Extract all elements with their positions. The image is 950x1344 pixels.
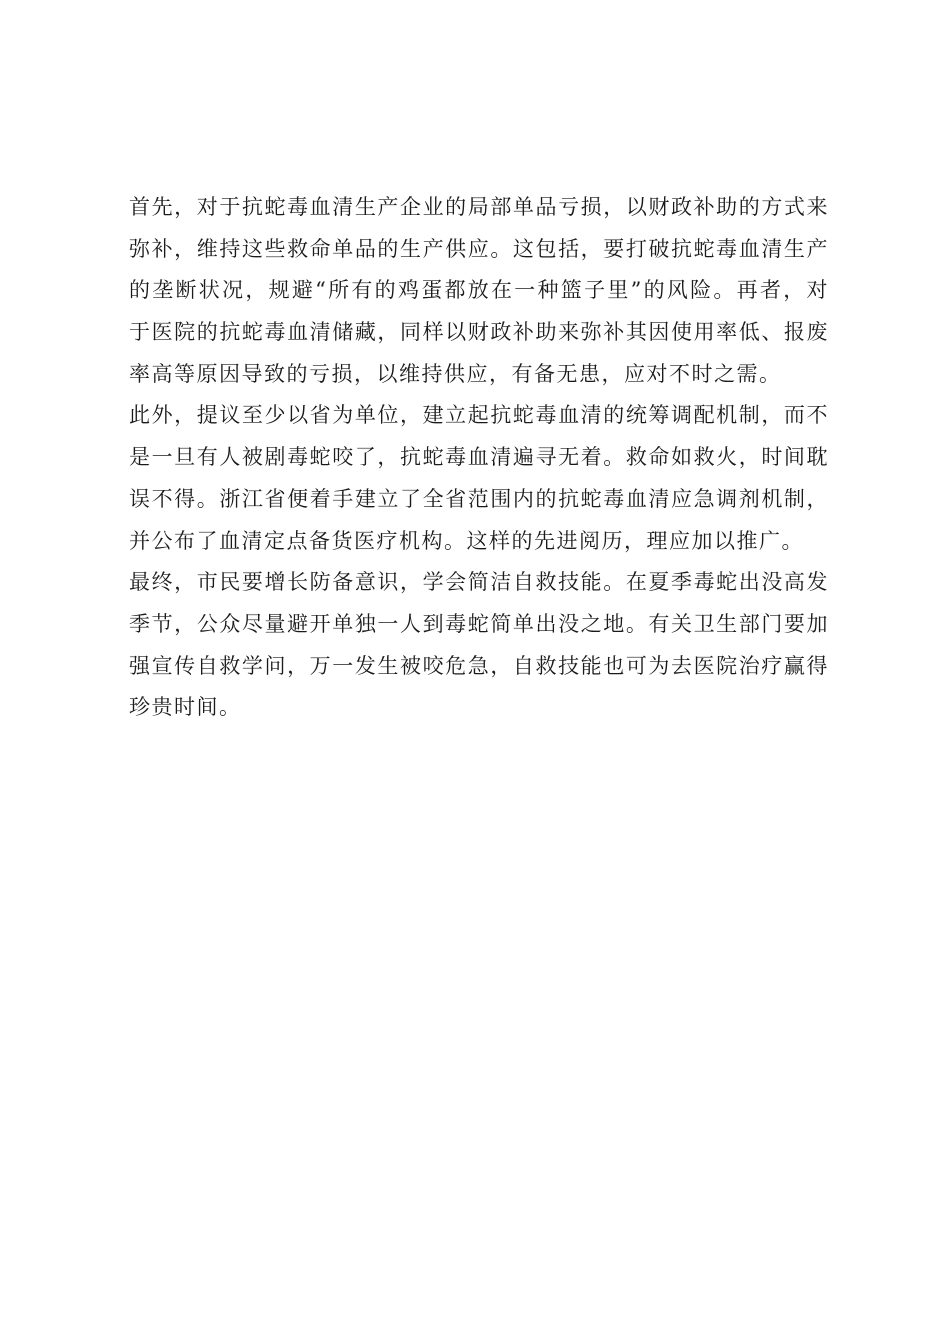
text-line: 强宣传自救学问，万一发生被咬危急，自救技能也可为去医院治疗赢得 <box>129 653 829 678</box>
document-body <box>129 187 829 729</box>
text-line: 误不得。浙江省便着手建立了全省范围内的抗蛇毒血清应急调剂机制， <box>129 486 829 511</box>
text-line: 是一旦有人被剧毒蛇咬了，抗蛇毒血清遍寻无着。救命如救火，时间耽 <box>129 445 829 470</box>
text-line: 率高等原因导致的亏损，以维持供应，有备无患，应对不时之需。 <box>129 361 782 386</box>
text-line: 珍贵时间。 <box>129 695 242 720</box>
text-line: 于医院的抗蛇毒血清储藏，同样以财政补助来弥补其因使用率低、报废 <box>129 320 829 345</box>
text-line: 季节，公众尽量避开单独一人到毒蛇简单出没之地。有关卫生部门要加 <box>129 611 829 636</box>
text-line: 首先，对于抗蛇毒血清生产企业的局部单品亏损，以财政补助的方式来 <box>129 195 829 219</box>
paragraph-3 <box>129 562 829 729</box>
paragraph-2 <box>129 395 829 562</box>
text-line: 最终，市民要增长防备意识，学会简洁自救技能。在夏季毒蛇出没高发 <box>129 570 829 595</box>
paragraph-1 <box>129 187 829 395</box>
text-line: 并公布了血清定点备货医疗机构。这样的先进阅历，理应加以推广。 <box>129 528 804 553</box>
text-line: 此外，提议至少以省为单位，建立起抗蛇毒血清的统筹调配机制，而不 <box>129 403 829 428</box>
text-line: 弥补，维持这些救命单品的生产供应。这包括，要打破抗蛇毒血清生产 <box>129 236 829 261</box>
text-line: 的垄断状况，规避“所有的鸡蛋都放在一种篮子里”的风险。再者，对 <box>129 278 829 303</box>
